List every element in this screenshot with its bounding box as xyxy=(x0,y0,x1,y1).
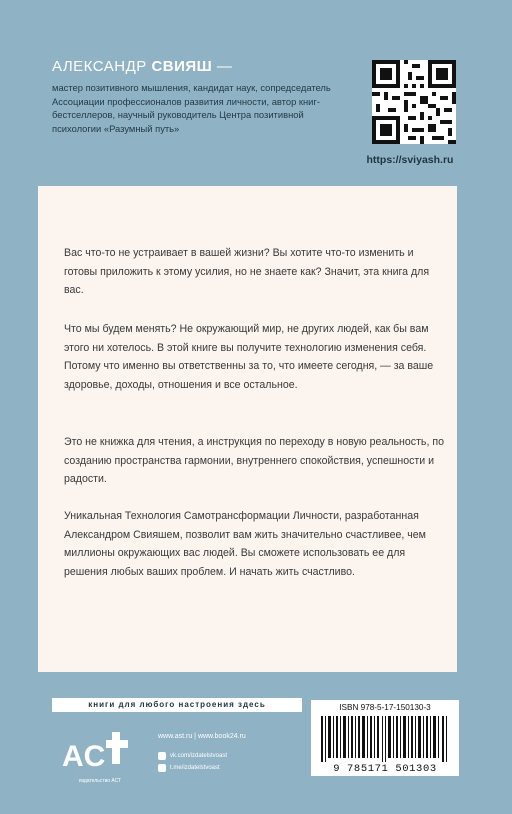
svg-text:AC: AC xyxy=(62,740,106,773)
annotation-paragraph: Вас что-то не устраивает в вашей жизни? Вы хотите что-то изменить и готовы приложить к этому усилия, но не знаете как? Значит, эта книга для вас. xyxy=(64,247,430,297)
telegram-icon xyxy=(158,764,166,772)
social-link-vk[interactable] xyxy=(158,752,227,760)
publisher-logo-caption: издательство АСТ xyxy=(78,778,122,784)
author-block xyxy=(52,58,352,135)
publisher-tagline: книги для любого настроения здесь xyxy=(52,698,302,712)
isbn-number: ISBN 978-5-17-150130-3 xyxy=(339,703,431,712)
social-link-text: vk.com/izdatelstvoast xyxy=(170,753,228,759)
annotation-paragraph: Это не книжка для чтения, а инструкция по переходу в новую реальность, по созданию пространства гармонии, внутреннего спокойствия, успешности и радости. xyxy=(64,436,444,486)
annotation-paragraph: Уникальная Технология Самотрансформации Личности, разработанная Александром Свияшем, позволит вам жить значительно счастливее, чем миллионы окружающих вас людей. Вы сможете использовать ее для решения любых ваших проблем. И начать жить счастливо. xyxy=(64,510,426,578)
publisher-logo xyxy=(60,722,140,781)
isbn-barcode xyxy=(311,700,459,776)
author-dash: — xyxy=(216,58,233,75)
qr-code[interactable] xyxy=(372,60,456,144)
barcode-bars xyxy=(321,716,449,762)
annotation-paragraph: Что мы будем менять? Не окружающий мир, не других людей, как бы вам этого ни хотелось. В этой книге вы получите технологию изменения себя. Потому что именно вы ответственны за то, что имеете сегодня, — за ваше здоровье, доходы, отношения и все остальное. xyxy=(64,323,434,391)
vk-icon xyxy=(158,752,166,760)
publisher-web-links[interactable]: www.ast.ru | www.book24.ru xyxy=(158,733,246,740)
author-bio: мастер позитивного мышления, кандидат наук, сопредседатель Ассоциации профессионалов развития личности, автор книг-бестселлеров, научный руководитель Центра позитивной психологии «Разумный путь» xyxy=(52,82,331,134)
author-first-name: АЛЕКСАНДР xyxy=(52,58,147,75)
social-link-text: t.me/izdatelstvoast xyxy=(170,765,220,771)
website-url[interactable]: https://sviyash.ru xyxy=(366,154,454,166)
author-last-name: СВИЯШ xyxy=(151,58,213,75)
social-link-telegram[interactable] xyxy=(158,764,220,772)
annotation-panel xyxy=(38,186,457,672)
barcode-digits: 9 785171 501303 xyxy=(333,763,437,775)
author-name xyxy=(52,58,352,75)
